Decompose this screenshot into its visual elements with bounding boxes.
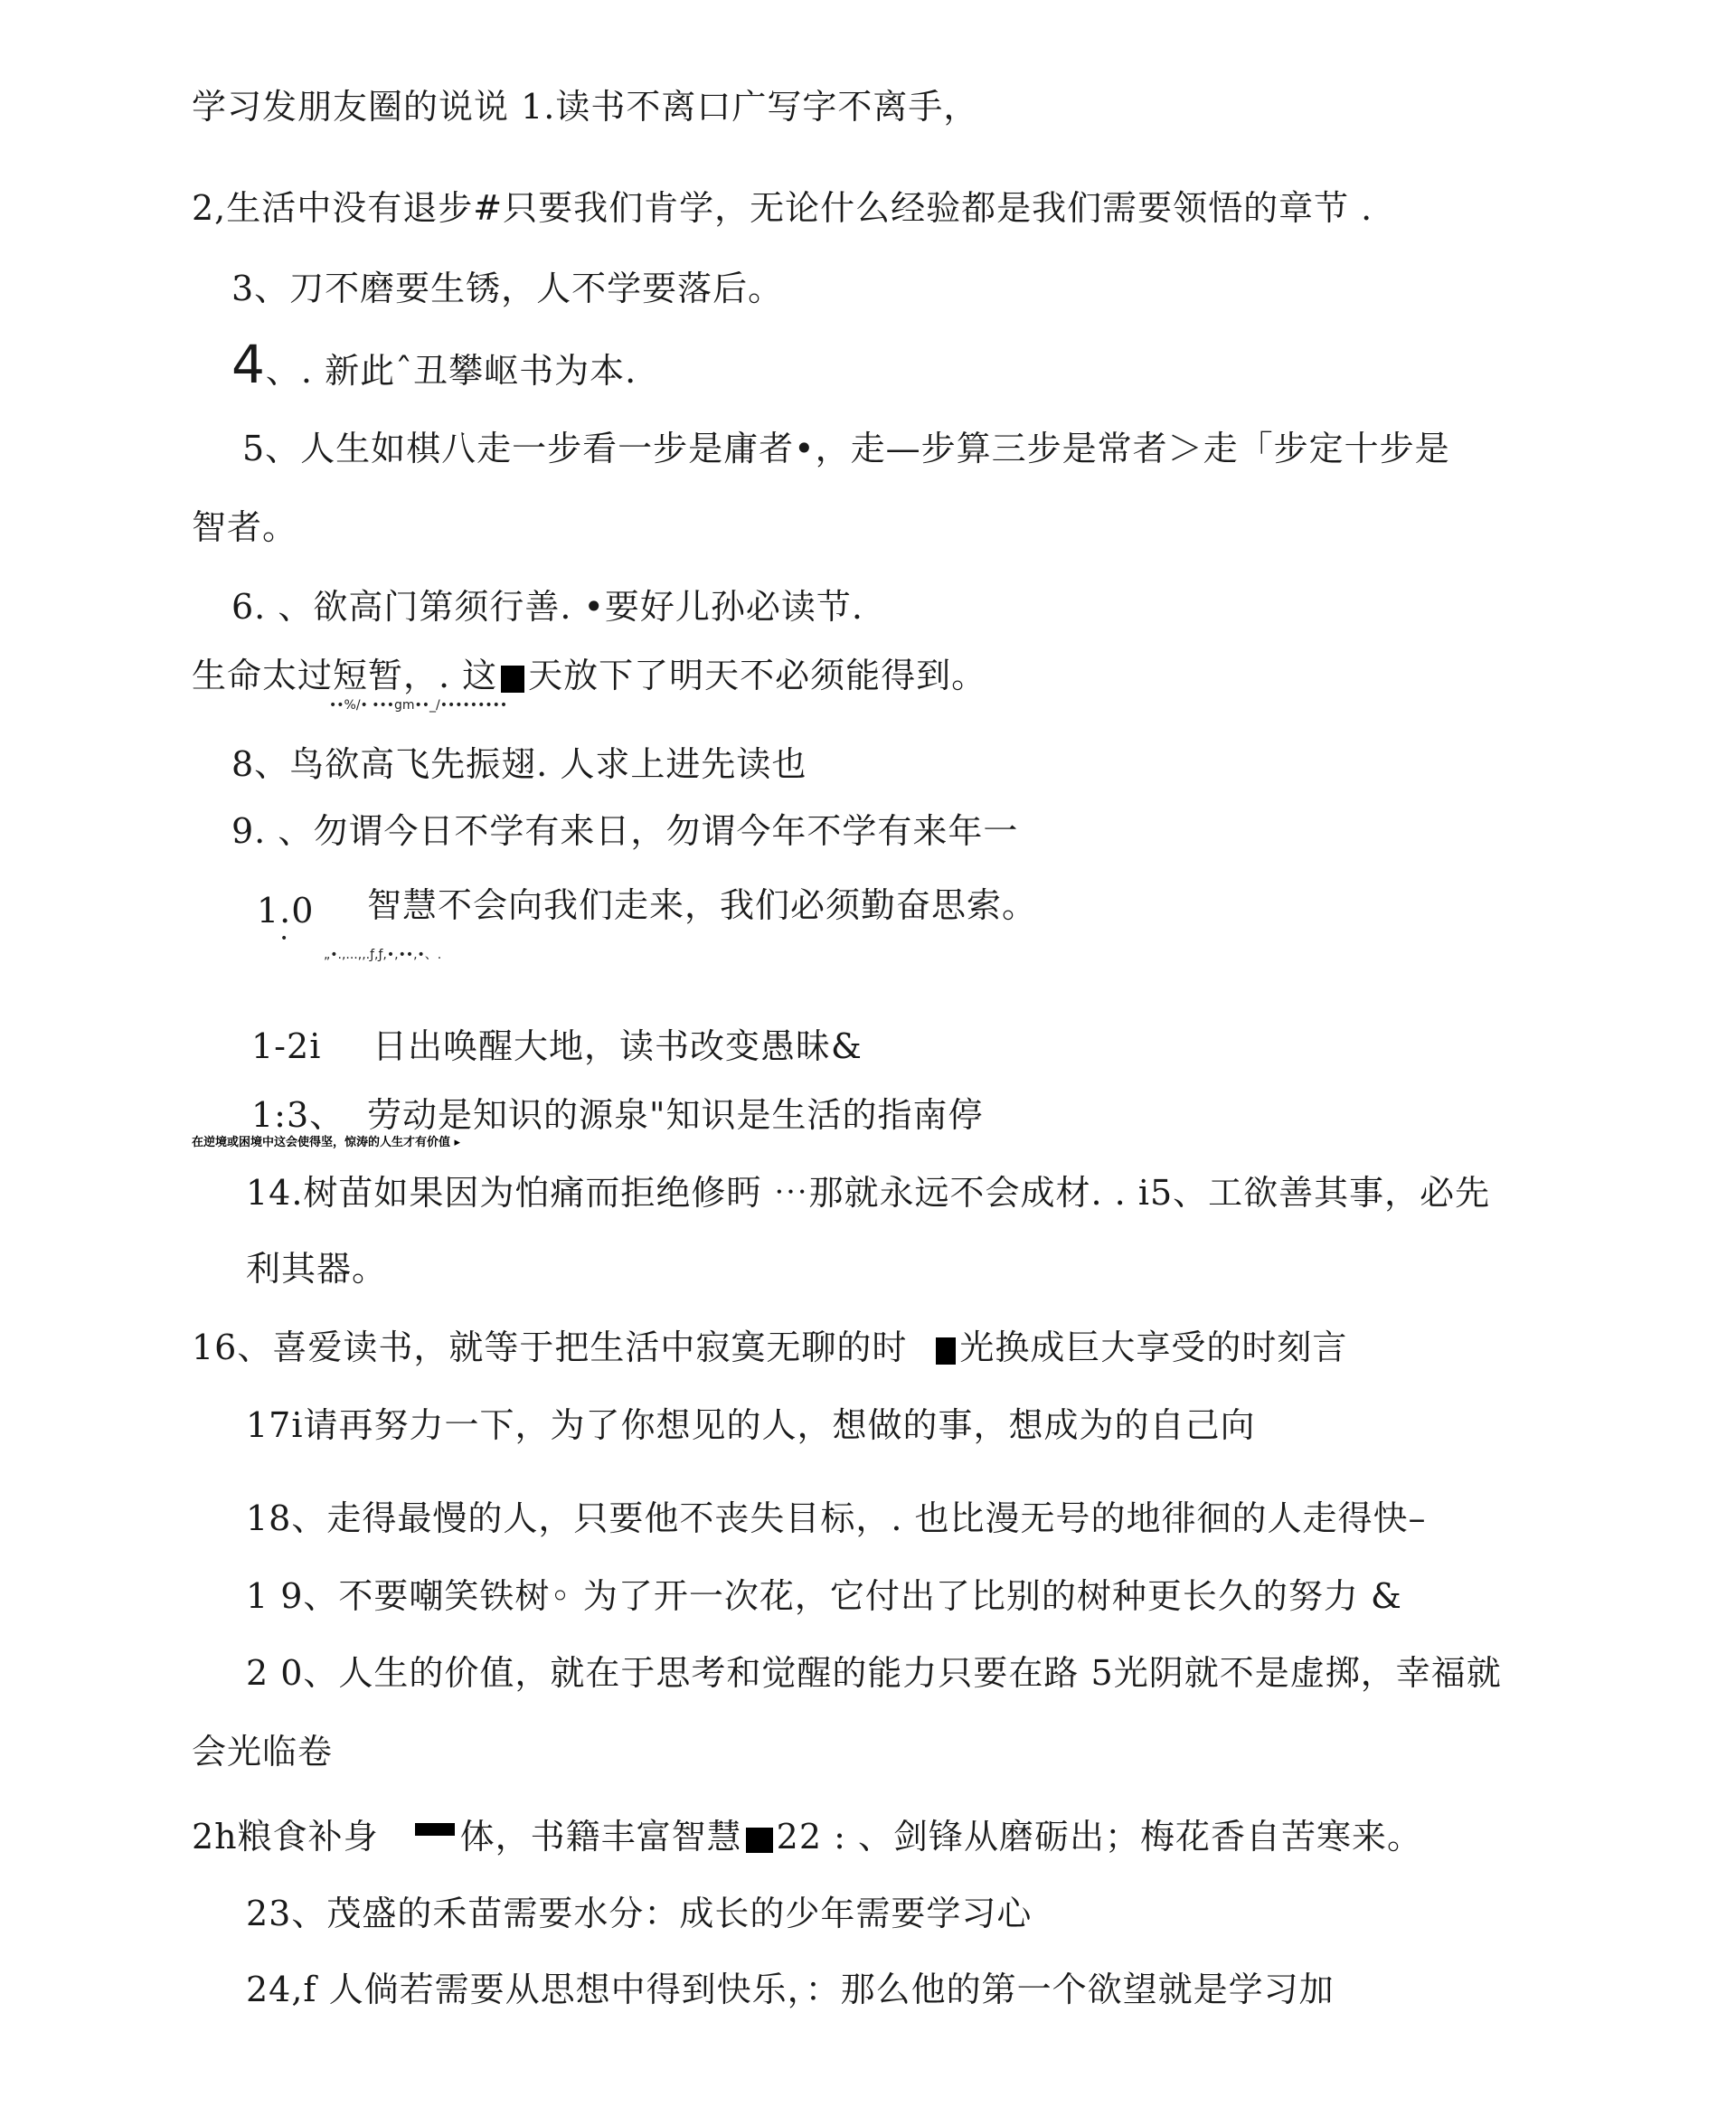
text-line-21-part-a: 2h粮食补身 <box>192 1817 379 1857</box>
text-line-24: 24,f 人倘若需要从思想中得到快乐，：那么他的第一个欲望就是学习加 <box>246 1970 1335 2009</box>
text-line-8: 8、鸟欲高飞先振翅. 人求上进先读也 <box>231 744 807 784</box>
scan-noise-1: ••%/• •••gm••_/••••••••• <box>329 698 508 713</box>
text-line-16-part-a: 16、喜爱读书，就等于把生活中寂寞无聊的时 <box>192 1328 908 1367</box>
big-numeral: 4 <box>231 334 266 395</box>
text-line-12-number: 1-2i <box>251 1026 322 1066</box>
text-line-10-number: 1.0 <box>257 891 315 931</box>
redaction-block <box>501 666 524 693</box>
text-line-20-cont: 会光临卷 <box>192 1732 334 1772</box>
text-line-5: 5、人生如棋八走一步看一步是庸者•，走—步算三步是常者＞走「步定十步是 <box>242 429 1450 468</box>
text-line-4 <box>231 334 637 395</box>
text-line-22: 22 : 、剑锋从磨砺出；梅花香自苦寒来。 <box>776 1817 1422 1857</box>
text-line-17: 17i请再努力一下，为了你想见的人，想做的事，想成为的自己向 <box>246 1405 1256 1445</box>
text-line-1: 学习发朋友圈的说说 1.读书不离口广写字不离手， <box>192 87 979 127</box>
text-line-16-part-b: 光换成巨大享受的时刻言 <box>959 1328 1348 1367</box>
text-line-7 <box>192 655 986 696</box>
text-line-5-cont: 智者。 <box>192 507 298 547</box>
text-line-21-part-b: 体，书籍丰富智慧 <box>459 1817 742 1857</box>
scan-noise-5: 在逆境或困境中这会使得坚，惊涛的人生才有价值 ▸ <box>192 1136 461 1149</box>
text-line-13: 劳动是知识的源泉"知识是生活的指南停 <box>367 1095 984 1135</box>
text-line-14-cont: 利其器。 <box>246 1249 388 1289</box>
redaction-block <box>746 1828 773 1853</box>
text-line-14: 14.树苗如果因为怕痛而拒绝修眄 ⋯那就永远不会成材. . i5、工欲善其事，必先 <box>246 1173 1491 1213</box>
text-line-21 <box>192 1816 1422 1857</box>
text-line-7-part-a: 生命太过短暂，. 这 <box>192 656 498 695</box>
text-line-12: 日出唤醒大地，读书改变愚昧& <box>373 1026 863 1066</box>
text-line-7-part-b: 天放下了明天不必须能得到。 <box>528 656 987 695</box>
text-line-20: 2 0、人生的价值，就在于思考和觉醒的能力只要在路 5光阴就不是虚掷，幸福就 <box>246 1653 1502 1693</box>
text-line-6: 6. 、欲高门第须行善. •要好儿孙必读节. <box>231 587 863 627</box>
text-line-18: 18、走得最慢的人，只要他不丧失目标，. 也比漫无号的地徘徊的人走得快– <box>246 1498 1427 1538</box>
text-line-13-number: 1:3、 <box>251 1095 345 1135</box>
scan-noise-2: • <box>280 931 288 946</box>
text-line-16 <box>192 1327 1347 1368</box>
text-line-23: 23、茂盛的禾苗需要水分：成长的少年需要学习心 <box>246 1894 1033 1933</box>
redaction-block <box>415 1823 455 1836</box>
text-line-10: 智慧不会向我们走来，我们必须勤奋思索。 <box>367 885 1038 925</box>
text-line-9: 9. 、勿谓今日不学有来日，勿谓今年不学有来年一 <box>231 811 1019 851</box>
text-line-2: 2,生活中没有退步#只要我们肯学，无论什么经验都是我们需要领悟的章节 . <box>192 188 1373 228</box>
redaction-block <box>936 1337 956 1365</box>
text-line-4-body: 、. 新此ˆ丑攀岖书为本. <box>265 351 637 391</box>
scan-noise-4: „•.,...,,.ƒ,ƒ,•,••,•、. <box>324 948 442 962</box>
text-line-19: 1 9、不要嘲笑铁树◦ 为了开一次花，它付出了比别的树种更长久的努力 & <box>246 1576 1402 1616</box>
text-line-3: 3、刀不磨要生锈，人不学要落后。 <box>231 269 784 308</box>
